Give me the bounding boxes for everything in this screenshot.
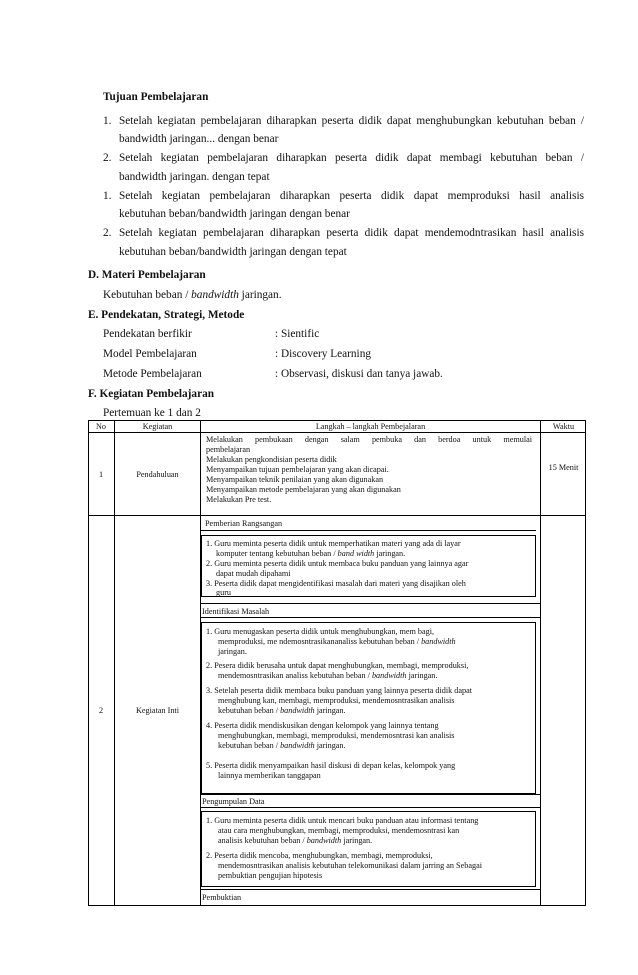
tujuan-item-num: 1. [103,115,112,127]
model-value: : Discovery Learning [275,348,371,360]
identifikasi-title: Identifikasi Masalah [202,607,270,616]
identifikasi-line: 5. Peserta didik menyampaikan hasil diskusi di depan kelas, kelompok yang [206,761,456,770]
pendahuluan-line: Melakukan pembukaan dengan salam pembuka dan berdoa untuk memulai [206,435,532,444]
pengumpulan-line: pembuktian pengujian hipotesis [218,871,323,880]
identifikasi-line: jaringan. [218,647,247,656]
tujuan-item-line: Setelah kegiatan pembelajaran diharapkan peserta didik dapat membagi kebutuhan beban / [119,152,584,164]
tujuan-item-line: kebutuhan beban/bandwidth jaringan dengan tepat [119,246,347,258]
identifikasi-line: menghubung kan, membagi, memproduksi, mendemosntrasikan analisis [218,696,455,705]
rangsangan-line: dapat mudah dipahami [216,569,291,578]
tujuan-item-line: bandwidth jaringan. dengan tepat [119,171,270,183]
row-kegiatan: Pendahuluan [136,470,179,479]
rangsangan-line: 3. Peserta didik dapat mengidentifikasi masalah dari materi yang disajikan oleh [206,579,466,588]
row-kegiatan: Kegiatan Inti [136,706,179,715]
tujuan-item-num: 2. [103,152,112,164]
identifikasi-line: kebutuhan beban / bandwidth jaringan. [218,741,346,750]
pendekatan-value: : Sientific [275,328,320,340]
pendahuluan-line: Melakukan Pre test. [206,495,272,504]
materi-heading: D. Materi Pembelajaran [88,269,206,281]
pengumpulan-line: analisis kebutuhan beban / bandwidth jaringan. [218,836,373,845]
rangsangan-line: 2. Guru meminta peserta didik untuk membaca buku panduan yang lainnya agar [206,559,469,568]
kegiatan-heading: F. Kegiatan Pembelajaran [88,388,215,400]
identifikasi-line: 2. Pesera didik berusaha untuk dapat menghubungkan, membagi, memproduksi, [206,661,469,670]
pendekatan-label: Pendekatan berfikir [103,328,192,340]
model-label: Model Pembelajaran [103,348,197,360]
identifikasi-line: menghubungkan, membagi, memproduksi, mendemosntrasi kan analisis [218,731,455,740]
header-no: No [95,422,106,431]
pendahuluan-line: Menyampaikan tujuan pembelajaran yang akan dicapai. [206,465,389,474]
tujuan-item-num: 2. [103,227,112,239]
identifikasi-line: mendemosntrasikan analiss kebutuhan beban / bandwidth jaringan. [218,671,438,680]
tujuan-item-line: Setelah kegiatan pembelajaran diharapkan peserta didik dapat menghubungkan kebutuhan beban / [119,115,584,127]
identifikasi-line: 3. Setelah peserta didik membaca buku panduan yang lainnya peserta didik dapat [206,686,473,695]
pengumpulan-line: mendemosntrasikan analisis kebutuhan telekomunikasi dalam jarring an Sebagai [218,861,482,870]
identifikasi-line: memproduksi, me ndemosntrasikananaliss kebutuhan beban / bandwidth [218,637,456,646]
metode-value: : Observasi, diskusi dan tanya jawab. [275,368,443,380]
metode-label: Metode Pembelajaran [103,368,202,380]
pembuktian-title: Pembuktian [202,893,242,902]
tujuan-item-line: Setelah kegiatan pembelajaran diharapkan peserta didik dapat mendemodntrasikan hasil analisis [119,227,584,239]
tujuan-item-line: Setelah kegiatan pembelajaran diharapkan peserta didik dapat memproduksi hasil analisis [119,190,584,202]
row-number: 2 [98,706,104,715]
tujuan-item-line: bandwidth jaringan... dengan benar [119,133,279,145]
header-langkah: Langkah – langkah Pembejalaran [315,422,426,431]
pengumpulan-title: Pengumpulan Data [202,797,265,806]
row-number: 1 [98,470,104,479]
pertemuan-text: Pertemuan ke 1 dan 2 [103,407,201,419]
identifikasi-line: lainnya memberikan tanggapan [218,771,321,780]
header-waktu: Waktu [552,422,575,431]
tujuan-item-num: 1. [103,190,112,202]
row-waktu: 15 Menit [548,463,579,472]
tujuan-item-line: kebutuhan beban/bandwidth jaringan dengan benar [119,208,350,220]
pengumpulan-line: 2. Peserta didik mencoba, menghubungkan, membagi, memproduksi, [206,851,433,860]
identifikasi-line: kebutuhan beban / bandwidth jaringan. [218,706,346,715]
pendahuluan-line: Menyampaikan metode pembelajaran yang akan digunakan [206,485,401,494]
identifikasi-line: 1. Guru menugaskan peserta didik untuk menghubungkan, mem bagi, [206,627,435,636]
pengumpulan-line: atau cara menghubungkan, membagi, memproduksi, mendemosntrasi kan [218,826,460,835]
identifikasi-line: 4. Peserta didik mendiskusikan dengan kelompok yang lainnya tentang [206,721,439,730]
rangsangan-line: 1. Guru meminta peserta didik untuk memperhatikan materi yang ada di layar [206,539,461,548]
pendekatan-heading: E. Pendekatan, Strategi, Metode [88,309,245,321]
header-kegiatan: Kegiatan [142,422,173,431]
rangsangan-line: guru [216,588,232,597]
pengumpulan-line: 1. Guru meminta peserta didik untuk mencari buku panduan atau informasi tentang [206,816,479,825]
materi-text: Kebutuhan beban / bandwidth jaringan. [103,289,282,301]
activity-table [88,420,586,906]
pendahuluan-line: pembelajaran [206,445,251,454]
rangsangan-line: komputer tentang kebutuhan beban / band width jaringan. [216,549,406,558]
pendahuluan-line: Melakukan pengkondisian peserta didik [206,455,337,464]
tujuan-title: Tujuan Pembelajaran [103,91,209,103]
rangsangan-title: Pemberian Rangsangan [205,519,283,528]
pendahuluan-line: Menyampaikan teknik penilaian yang akan digunakan [206,475,384,484]
